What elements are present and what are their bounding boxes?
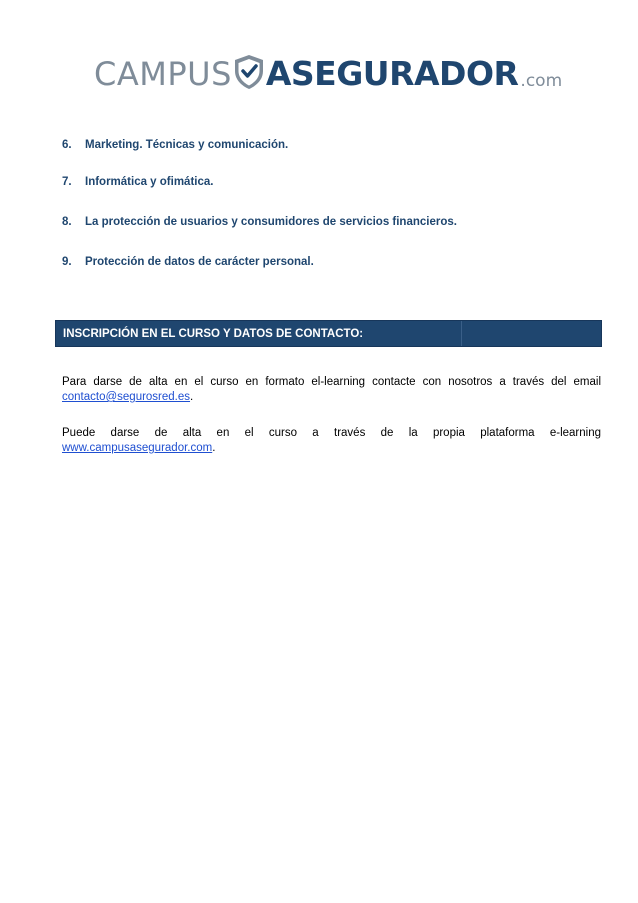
- paragraph-platform-end: .: [212, 442, 216, 454]
- section-title: INSCRIPCIÓN EN EL CURSO Y DATOS DE CONTACTO:: [63, 328, 364, 340]
- campusasegurador-logo: [94, 50, 562, 92]
- website-link[interactable]: www.campusasegurador.com: [62, 442, 213, 454]
- section-header-bar: [55, 320, 602, 347]
- logo-com-text: .com: [520, 71, 563, 91]
- section-header-divider: [461, 321, 462, 346]
- topic-text: Marketing. Técnicas y comunicación.: [85, 139, 289, 151]
- topic-number: 6.: [62, 139, 72, 151]
- topic-text: Protección de datos de carácter personal.: [85, 256, 314, 268]
- topic-number: 8.: [62, 216, 72, 228]
- paragraph-platform-line1: Puede darse de alta en el curso a través de la propia plataforma e-learning: [62, 427, 601, 439]
- shield-icon: [233, 54, 265, 90]
- topic-number: 9.: [62, 256, 72, 268]
- topic-item: [62, 256, 314, 268]
- email-link[interactable]: contacto@segurosred.es: [62, 391, 191, 403]
- paragraph-contact-end: .: [190, 391, 194, 403]
- topic-text: Informática y ofimática.: [85, 176, 214, 188]
- topic-item: [62, 216, 457, 228]
- topic-item: [62, 139, 288, 151]
- logo-asegurador-text: ASEGURADOR: [265, 54, 519, 93]
- topic-item: [62, 176, 213, 188]
- topic-text: La protección de usuarios y consumidores de servicios financieros.: [85, 216, 457, 228]
- topic-number: 7.: [62, 176, 72, 188]
- paragraph-contact-line1: Para darse de alta en el curso en formato el-learning contacte con nosotros a través del email: [62, 376, 601, 388]
- logo-campus-text: CAMPUS: [94, 55, 232, 93]
- paragraph-contact-line2: [62, 390, 193, 405]
- paragraph-platform-line2: [62, 441, 215, 456]
